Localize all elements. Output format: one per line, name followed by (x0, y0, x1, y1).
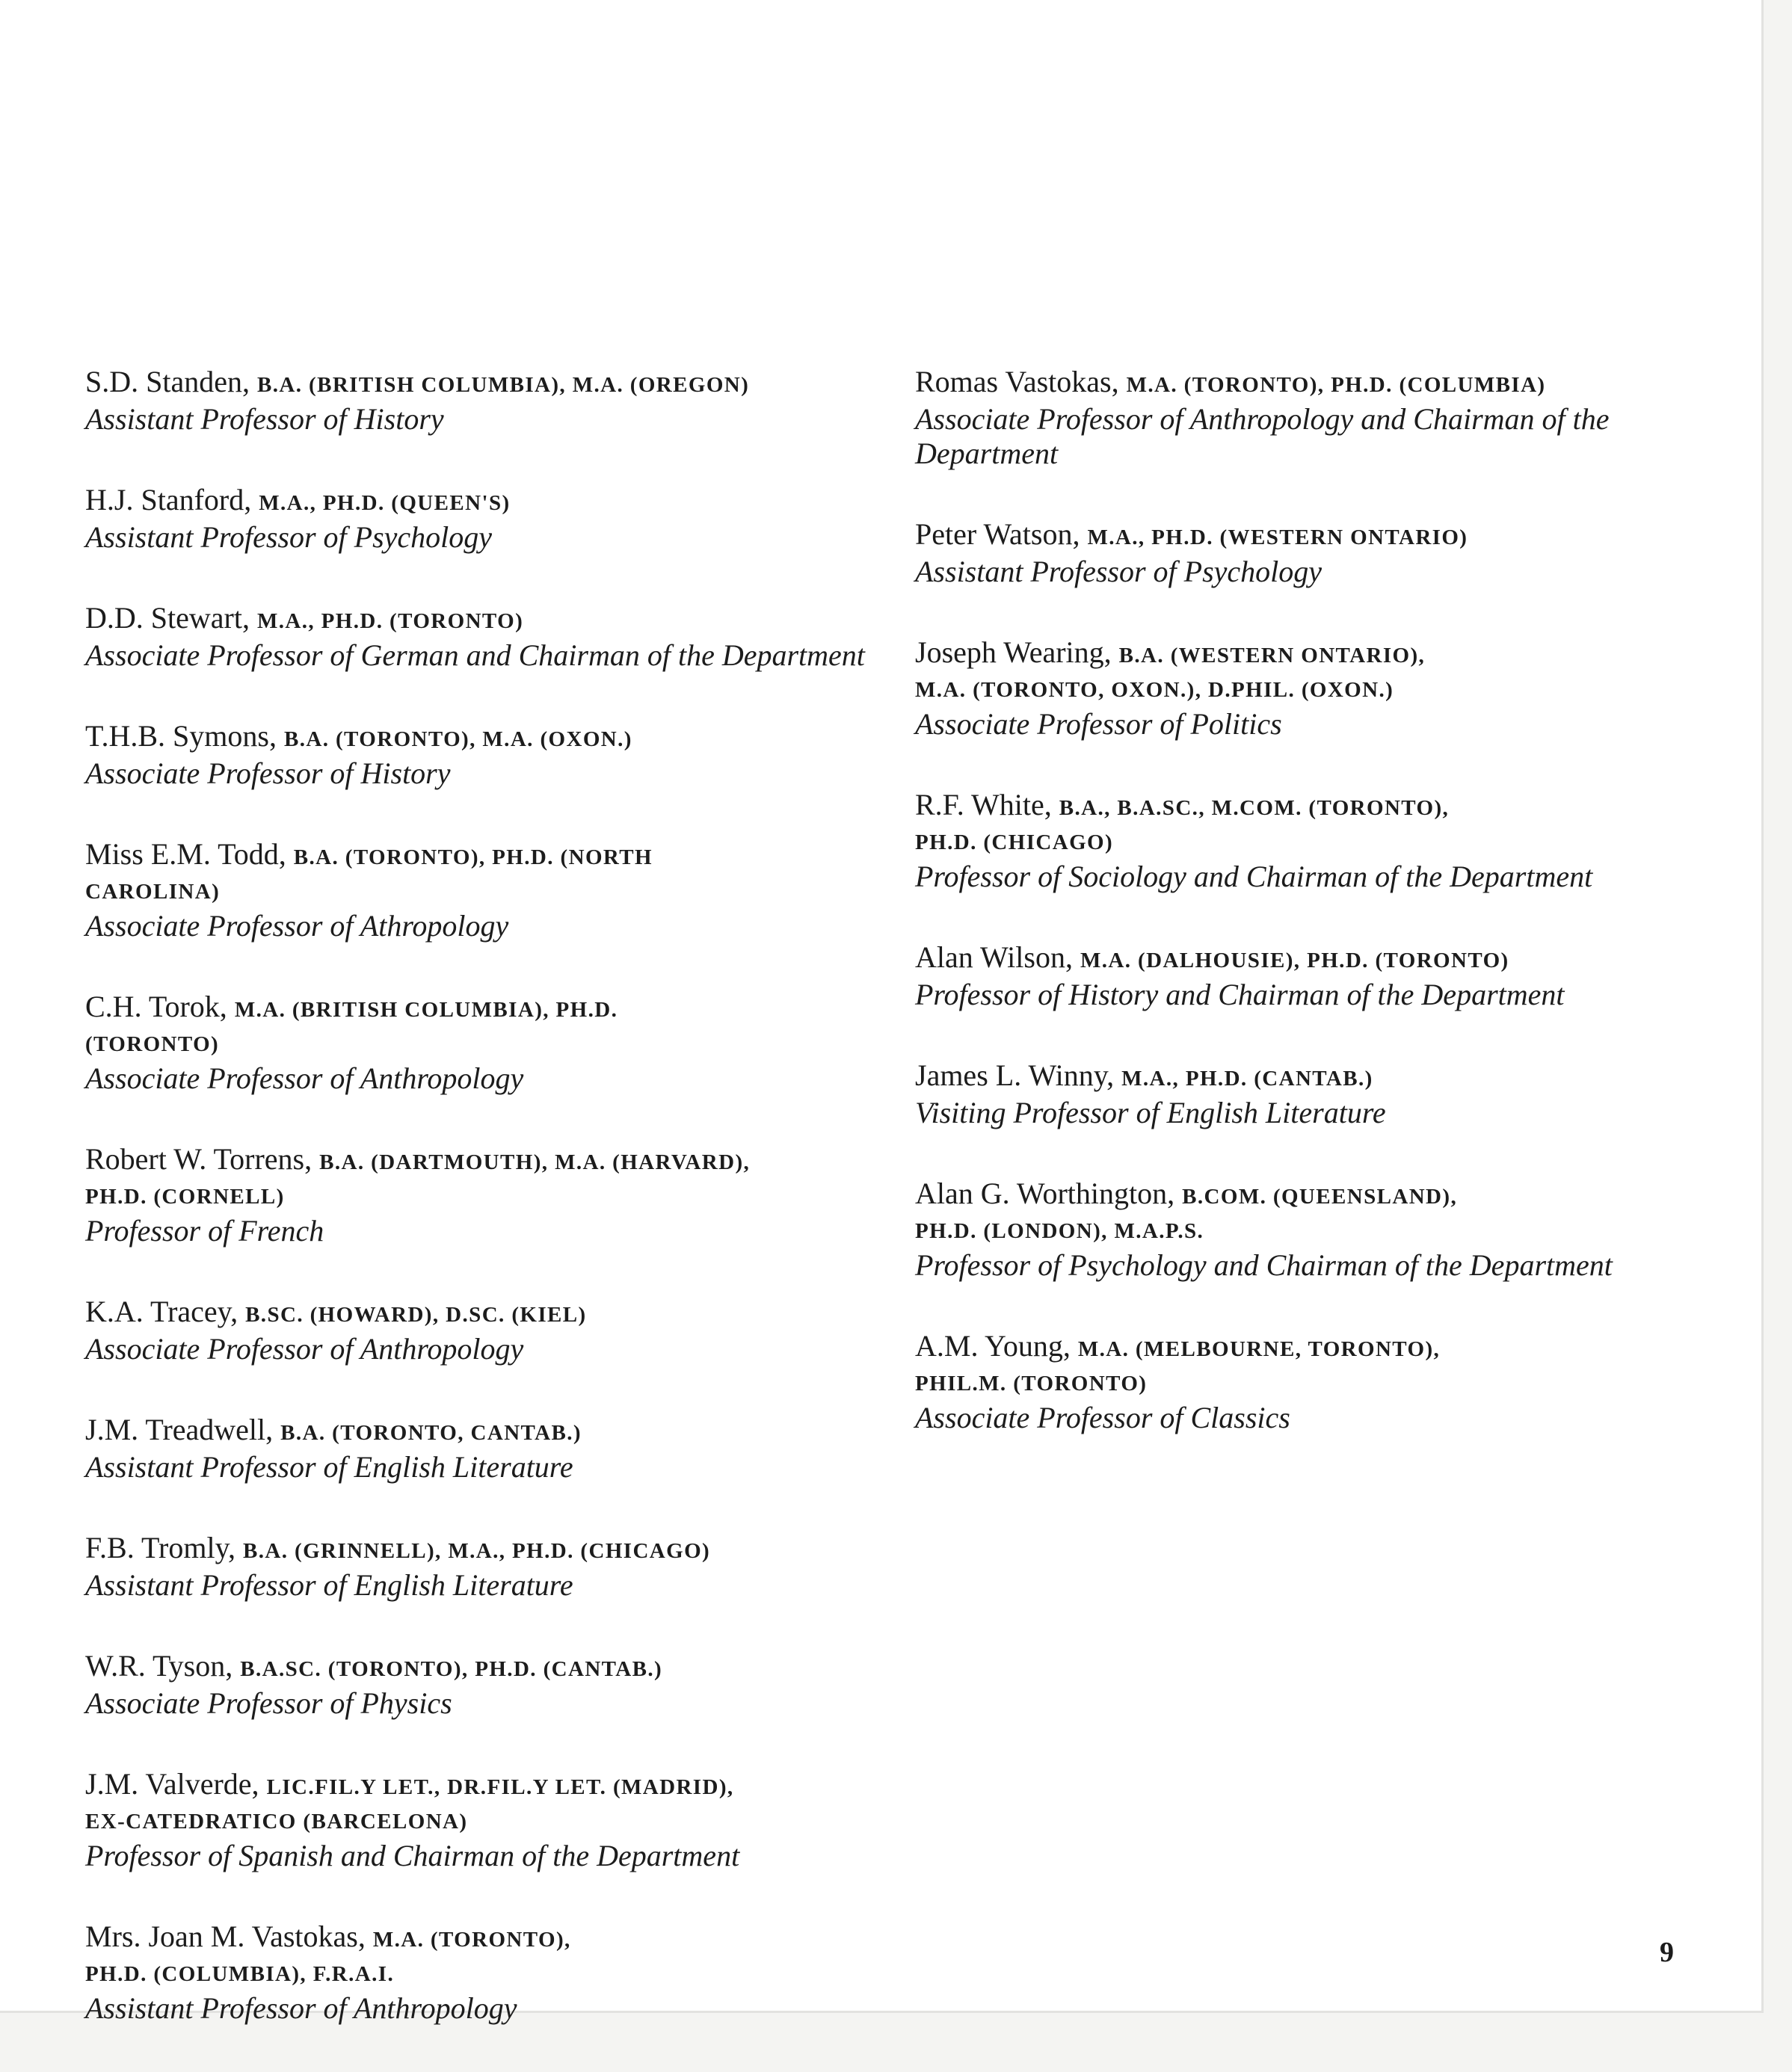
degrees: LIC.FIL.Y LET., DR.FIL.Y LET. (MADRID), (266, 1775, 734, 1799)
faculty-title: Associate Professor of History (85, 756, 451, 790)
faculty-entry (85, 719, 878, 791)
faculty-name: Alan Wilson, (915, 940, 1073, 974)
faculty-title: Assistant Professor of English Literature (85, 1568, 573, 1602)
page-number: 9 (1660, 1937, 1674, 1968)
faculty-title: Associate Professor of Politics (915, 707, 1282, 741)
faculty-name: J.M. Treadwell, (85, 1413, 274, 1446)
faculty-title: Assistant Professor of Anthropology (85, 1991, 517, 2025)
faculty-name: Alan G. Worthington, (915, 1177, 1175, 1210)
degrees-continued: PH.D. (LONDON), M.A.P.S. (915, 1219, 1204, 1243)
faculty-title: Assistant Professor of Psychology (85, 520, 493, 554)
right-column (915, 365, 1708, 1481)
faculty-name: W.R. Tyson, (85, 1649, 233, 1683)
faculty-entry (85, 1920, 878, 2026)
faculty-title: Associate Professor of German and Chairman of the Department (85, 638, 865, 672)
faculty-name: Robert W. Torrens, (85, 1142, 312, 1176)
degrees: B.A. (TORONTO), PH.D. (NORTH (293, 845, 653, 869)
faculty-name: A.M. Young, (915, 1329, 1071, 1363)
faculty-title: Assistant Professor of English Literature (85, 1450, 573, 1484)
faculty-name: Romas Vastokas, (915, 365, 1119, 398)
name-line (85, 483, 878, 520)
degrees: B.A. (TORONTO), M.A. (OXON.) (283, 727, 632, 751)
name-line (85, 1142, 878, 1180)
faculty-name: H.J. Stanford, (85, 483, 252, 517)
faculty-entry (85, 1142, 878, 1248)
faculty-name: D.D. Stewart, (85, 601, 250, 635)
faculty-title: Professor of French (85, 1214, 324, 1248)
faculty-entry (915, 517, 1708, 589)
faculty-entry (85, 483, 878, 555)
faculty-title: Associate Professor of Anthropology and Chairman of the Department (915, 402, 1610, 470)
degrees: B.SC. (HOWARD), D.SC. (KIEL) (245, 1303, 587, 1327)
faculty-title: Professor of History and Chairman of the Department (915, 978, 1565, 1011)
faculty-entry (85, 365, 878, 437)
faculty-title: Associate Professor of Anthropology (85, 1332, 524, 1366)
faculty-title: Assistant Professor of History (85, 402, 444, 436)
degrees: M.A., PH.D. (QUEEN'S) (259, 491, 511, 515)
degrees: M.A. (TORONTO), (372, 1928, 571, 1952)
faculty-title: Professor of Psychology and Chairman of the Department (915, 1248, 1613, 1282)
faculty-name: F.B. Tromly, (85, 1531, 235, 1564)
degrees-continued: EX-CATEDRATICO (BARCELONA) (85, 1810, 468, 1834)
faculty-name: Peter Watson, (915, 517, 1080, 551)
faculty-title: Associate Professor of Athropology (85, 909, 509, 943)
name-line (915, 365, 1708, 402)
degrees-continued: PH.D. (CORNELL) (85, 1185, 285, 1209)
faculty-name: Mrs. Joan M. Vastokas, (85, 1920, 366, 1953)
faculty-title: Professor of Sociology and Chairman of the Department (915, 860, 1593, 893)
faculty-entry (85, 1295, 878, 1366)
faculty-title: Associate Professor of Classics (915, 1401, 1290, 1434)
degrees: M.A. (DALHOUSIE), PH.D. (TORONTO) (1080, 949, 1509, 972)
degrees-continued: PHIL.M. (TORONTO) (915, 1372, 1148, 1396)
faculty-entry (85, 1649, 878, 1721)
degrees-continued: PH.D. (CHICAGO) (915, 830, 1114, 854)
name-line (85, 990, 878, 1027)
faculty-title: Associate Professor of Anthropology (85, 1061, 524, 1095)
name-line (85, 365, 878, 402)
faculty-entry (85, 1767, 878, 1873)
faculty-name: C.H. Torok, (85, 990, 227, 1023)
faculty-entry (915, 940, 1708, 1012)
degrees: B.A., B.A.SC., M.COM. (TORONTO), (1059, 796, 1450, 820)
faculty-name: J.M. Valverde, (85, 1767, 259, 1801)
faculty-title: Assistant Professor of Psychology (915, 555, 1323, 588)
degrees: M.A., PH.D. (WESTERN ONTARIO) (1087, 525, 1468, 549)
degrees-continued: CAROLINA) (85, 880, 221, 904)
faculty-entry (915, 1329, 1708, 1435)
faculty-name: T.H.B. Symons, (85, 719, 277, 753)
degrees-continued: M.A. (TORONTO, OXON.), D.PHIL. (OXON.) (915, 678, 1394, 702)
name-line (85, 1920, 878, 1957)
name-line (85, 601, 878, 638)
faculty-entry (915, 1058, 1708, 1130)
degrees: B.A. (BRITISH COLUMBIA), M.A. (OREGON) (257, 373, 750, 397)
name-line (915, 788, 1708, 825)
faculty-name: James L. Winny, (915, 1058, 1115, 1092)
name-line (85, 719, 878, 756)
faculty-name: Joseph Wearing, (915, 635, 1112, 669)
faculty-name: Miss E.M. Todd, (85, 837, 286, 871)
faculty-entry (85, 1413, 878, 1484)
degrees: B.A. (WESTERN ONTARIO), (1118, 644, 1426, 667)
degrees: M.A., PH.D. (CANTAB.) (1121, 1067, 1373, 1091)
faculty-entry (915, 788, 1708, 894)
name-line (85, 837, 878, 875)
name-line (85, 1295, 878, 1332)
name-line (85, 1649, 878, 1686)
name-line (85, 1413, 878, 1450)
faculty-entry (915, 365, 1708, 471)
faculty-entry (85, 837, 878, 943)
name-line (915, 940, 1708, 978)
name-line (85, 1767, 878, 1804)
name-line (915, 1329, 1708, 1366)
name-line (915, 1177, 1708, 1214)
name-line (915, 1058, 1708, 1096)
faculty-entry (915, 1177, 1708, 1283)
name-line (85, 1531, 878, 1568)
degrees: M.A. (BRITISH COLUMBIA), PH.D. (234, 998, 618, 1022)
faculty-entry (85, 1531, 878, 1603)
degrees: B.A. (GRINNELL), M.A., PH.D. (CHICAGO) (242, 1539, 711, 1563)
degrees-continued: (TORONTO) (85, 1032, 220, 1056)
left-column (85, 365, 878, 2072)
degrees: M.A. (MELBOURNE, TORONTO), (1077, 1337, 1441, 1361)
degrees: M.A. (TORONTO), PH.D. (COLUMBIA) (1126, 373, 1546, 397)
faculty-name: R.F. White, (915, 788, 1052, 821)
faculty-entry (915, 635, 1708, 741)
faculty-entry (85, 601, 878, 673)
degrees-continued: PH.D. (COLUMBIA), F.R.A.I. (85, 1962, 395, 1986)
degrees: B.A.SC. (TORONTO), PH.D. (CANTAB.) (240, 1657, 663, 1681)
faculty-name: S.D. Standen, (85, 365, 250, 398)
faculty-title: Visiting Professor of English Literature (915, 1096, 1386, 1129)
degrees: B.COM. (QUEENSLAND), (1182, 1185, 1458, 1209)
faculty-entry (85, 990, 878, 1096)
faculty-title: Associate Professor of Physics (85, 1686, 452, 1720)
faculty-name: K.A. Tracey, (85, 1295, 238, 1328)
name-line (915, 635, 1708, 673)
name-line (915, 517, 1708, 555)
degrees: B.A. (DARTMOUTH), M.A. (HARVARD), (319, 1150, 751, 1174)
degrees: M.A., PH.D. (TORONTO) (256, 609, 524, 633)
degrees: B.A. (TORONTO, CANTAB.) (280, 1421, 582, 1445)
faculty-title: Professor of Spanish and Chairman of the Department (85, 1839, 740, 1872)
